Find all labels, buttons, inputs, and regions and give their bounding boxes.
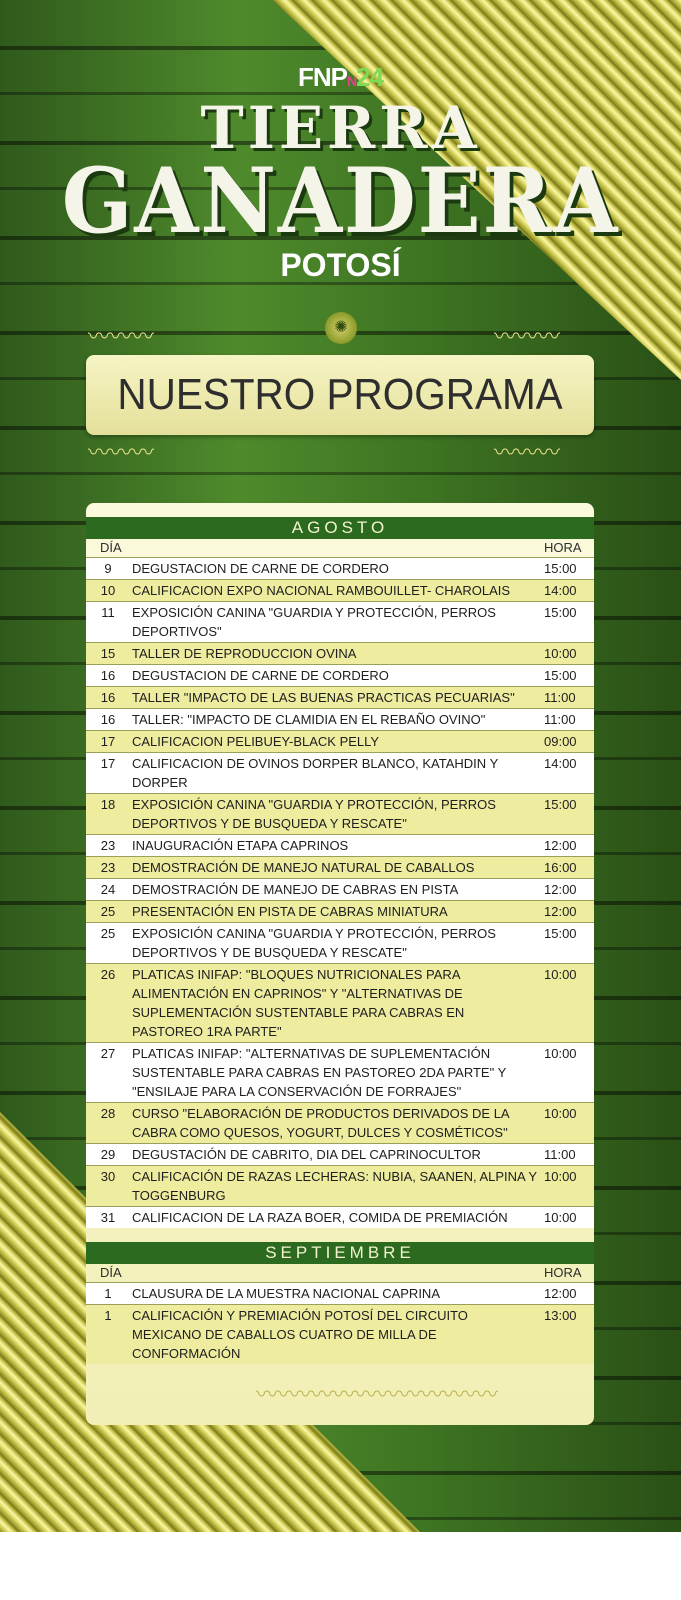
event-time: 15:00	[544, 797, 577, 812]
event-name: CALIFICACION DE LA RAZA BOER, COMIDA DE PREMIACIÓN	[132, 1210, 508, 1225]
event-name: CLAUSURA DE LA MUESTRA NACIONAL CAPRINA	[132, 1286, 440, 1301]
event-time: 10:00	[544, 1169, 577, 1184]
event-time: 15:00	[544, 668, 577, 683]
event-day: 31	[100, 1210, 116, 1225]
event-row	[86, 1165, 594, 1206]
event-row	[86, 1042, 594, 1102]
event-row	[86, 601, 594, 642]
event-day: 16	[100, 712, 116, 727]
event-day: 1	[104, 1308, 112, 1323]
event-time: 10:00	[544, 967, 577, 982]
event-name: EXPOSICIÓN CANINA "GUARDIA Y PROTECCIÓN, PERROS DEPORTIVOS Y DE BUSQUEDA Y RESCATE"	[132, 797, 496, 831]
title-line-2: GANADERA	[61, 148, 620, 254]
brand-year: 24	[356, 62, 384, 92]
program-table	[86, 503, 594, 1425]
time-column-label: HORA	[544, 540, 582, 555]
event-day: 25	[100, 926, 116, 941]
event-name: CALIFICACIÓN Y PREMIACIÓN POTOSÍ DEL CIRCUITO MEXICANO DE CABALLOS CUATRO DE MILLA DE CONFORMACIÓN	[132, 1308, 468, 1361]
event-day: 30	[100, 1169, 116, 1184]
event-time: 12:00	[544, 904, 577, 919]
event-row	[86, 1143, 594, 1165]
event-time: 10:00	[544, 646, 577, 661]
event-day: 29	[100, 1147, 116, 1162]
event-time: 10:00	[544, 1106, 577, 1121]
event-name: TALLER DE REPRODUCCION OVINA	[132, 646, 357, 661]
day-column-label: DÍA	[100, 540, 122, 555]
event-day: 17	[100, 756, 116, 771]
event-row	[86, 922, 594, 963]
event-day: 24	[100, 882, 116, 897]
event-row	[86, 708, 594, 730]
flourish-icon: 〰〰〰〰〰〰〰〰〰〰〰	[256, 1382, 499, 1407]
month-header: AGOSTO	[86, 517, 594, 539]
event-row	[86, 793, 594, 834]
event-row	[86, 1304, 594, 1364]
brand-part: N	[346, 73, 357, 89]
event-name: PLATICAS INIFAP: "ALTERNATIVAS DE SUPLEMENTACIÓN SUSTENTABLE PARA CABRAS EN PASTOREO 2DA PARTE" Y "ENSILAJE PARA LA CONSERVACIÓN DE FORRAJES"	[132, 1046, 507, 1099]
subtitle: POTOSÍ	[280, 247, 401, 283]
event-name: DEMOSTRACIÓN DE MANEJO NATURAL DE CABALLOS	[132, 860, 475, 875]
event-day: 27	[100, 1046, 116, 1061]
flourish-icon: 〰〰〰	[494, 440, 561, 465]
event-time: 15:00	[544, 926, 577, 941]
event-row	[86, 579, 594, 601]
brand-part: FN	[297, 62, 331, 92]
program-banner	[86, 355, 594, 435]
flourish-icon: 〰〰〰	[494, 324, 561, 349]
event-name: DEMOSTRACIÓN DE MANEJO DE CABRAS EN PISTA	[132, 882, 459, 897]
event-name: EXPOSICIÓN CANINA "GUARDIA Y PROTECCIÓN, PERROS DEPORTIVOS Y DE BUSQUEDA Y RESCATE"	[132, 926, 496, 960]
event-time: 14:00	[544, 756, 577, 771]
event-row	[86, 963, 594, 1042]
event-name: DEGUSTACION DE CARNE DE CORDERO	[132, 668, 389, 683]
event-day: 15	[100, 646, 116, 661]
event-time: 12:00	[544, 838, 577, 853]
event-name: CALIFICACION EXPO NACIONAL RAMBOUILLET- CHAROLAIS	[132, 583, 511, 598]
event-day: 25	[100, 904, 116, 919]
time-column-label: HORA	[544, 1265, 582, 1280]
event-time: 13:00	[544, 1308, 577, 1323]
event-day: 18	[100, 797, 116, 812]
event-time: 12:00	[544, 1286, 577, 1301]
event-row	[86, 730, 594, 752]
event-time: 10:00	[544, 1210, 577, 1225]
banner-title: NUESTRO PROGRAMA	[117, 370, 563, 419]
event-row	[86, 834, 594, 856]
event-time: 11:00	[544, 1147, 576, 1162]
event-day: 23	[100, 860, 116, 875]
event-day: 28	[100, 1106, 116, 1121]
event-name: TALLER "IMPACTO DE LAS BUENAS PRACTICAS PECUARIAS"	[132, 690, 515, 705]
event-row	[86, 1102, 594, 1143]
event-time: 15:00	[544, 561, 577, 576]
event-time: 15:00	[544, 605, 577, 620]
emblem-icon: ✺	[325, 312, 357, 344]
event-row	[86, 856, 594, 878]
event-name: PRESENTACIÓN EN PISTA DE CABRAS MINIATURA	[132, 904, 448, 919]
event-day: 16	[100, 690, 116, 705]
event-row	[86, 752, 594, 793]
event-name: INAUGURACIÓN ETAPA CAPRINOS	[132, 838, 349, 853]
event-row	[86, 557, 594, 579]
event-time: 14:00	[544, 583, 577, 598]
event-day: 1	[104, 1286, 112, 1301]
brand-part: P	[330, 62, 347, 92]
month-header: SEPTIEMBRE	[86, 1242, 594, 1264]
event-time: 11:00	[544, 690, 576, 705]
event-logo	[0, 62, 681, 284]
day-column-label: DÍA	[100, 1265, 122, 1280]
event-name: CALIFICACIÓN DE RAZAS LECHERAS: NUBIA, SAANEN, ALPINA Y TOGGENBURG	[132, 1169, 537, 1203]
flourish-icon: 〰〰〰	[88, 324, 155, 349]
event-day: 23	[100, 838, 116, 853]
event-row	[86, 1206, 594, 1228]
column-header	[86, 1264, 594, 1282]
event-day: 10	[100, 583, 116, 598]
event-day: 17	[100, 734, 116, 749]
event-name: CALIFICACION PELIBUEY-BLACK PELLY	[132, 734, 380, 749]
event-name: TALLER: "IMPACTO DE CLAMIDIA EN EL REBAÑO OVINO"	[132, 712, 486, 727]
event-day: 16	[100, 668, 116, 683]
event-day: 11	[101, 605, 115, 620]
event-row	[86, 1282, 594, 1304]
event-row	[86, 686, 594, 708]
event-name: EXPOSICIÓN CANINA "GUARDIA Y PROTECCIÓN, PERROS DEPORTIVOS"	[132, 605, 496, 639]
event-name: DEGUSTACION DE CARNE DE CORDERO	[132, 561, 389, 576]
fnp-logo	[0, 62, 681, 93]
title-line-1: TIERRA	[200, 94, 481, 162]
event-day: 9	[104, 561, 112, 576]
event-row	[86, 878, 594, 900]
event-time: 12:00	[544, 882, 577, 897]
event-name: CURSO "ELABORACIÓN DE PRODUCTOS DERIVADOS DE LA CABRA COMO QUESOS, YOGURT, DULCES Y COSMÉTICOS"	[132, 1106, 509, 1140]
event-list	[86, 1282, 594, 1364]
event-list	[86, 557, 594, 1228]
event-name: PLATICAS INIFAP: "BLOQUES NUTRICIONALES PARA ALIMENTACIÓN EN CAPRINOS" Y "ALTERNATIVAS DE SUPLEMENTACIÓN SUSTENTABLE PARA CABRAS EN PASTOREO 1RA PARTE"	[132, 967, 465, 1039]
event-time: 11:00	[544, 712, 576, 727]
column-header	[86, 539, 594, 557]
event-name: CALIFICACION DE OVINOS DORPER BLANCO, KATAHDIN Y DORPER	[132, 756, 498, 790]
event-time: 10:00	[544, 1046, 577, 1061]
event-time: 09:00	[544, 734, 577, 749]
event-time: 16:00	[544, 860, 577, 875]
event-row	[86, 642, 594, 664]
event-day: 26	[100, 967, 116, 982]
event-row	[86, 664, 594, 686]
event-name: DEGUSTACIÓN DE CABRITO, DIA DEL CAPRINOCULTOR	[132, 1147, 481, 1162]
event-row	[86, 900, 594, 922]
flourish-icon: 〰〰〰	[88, 440, 155, 465]
